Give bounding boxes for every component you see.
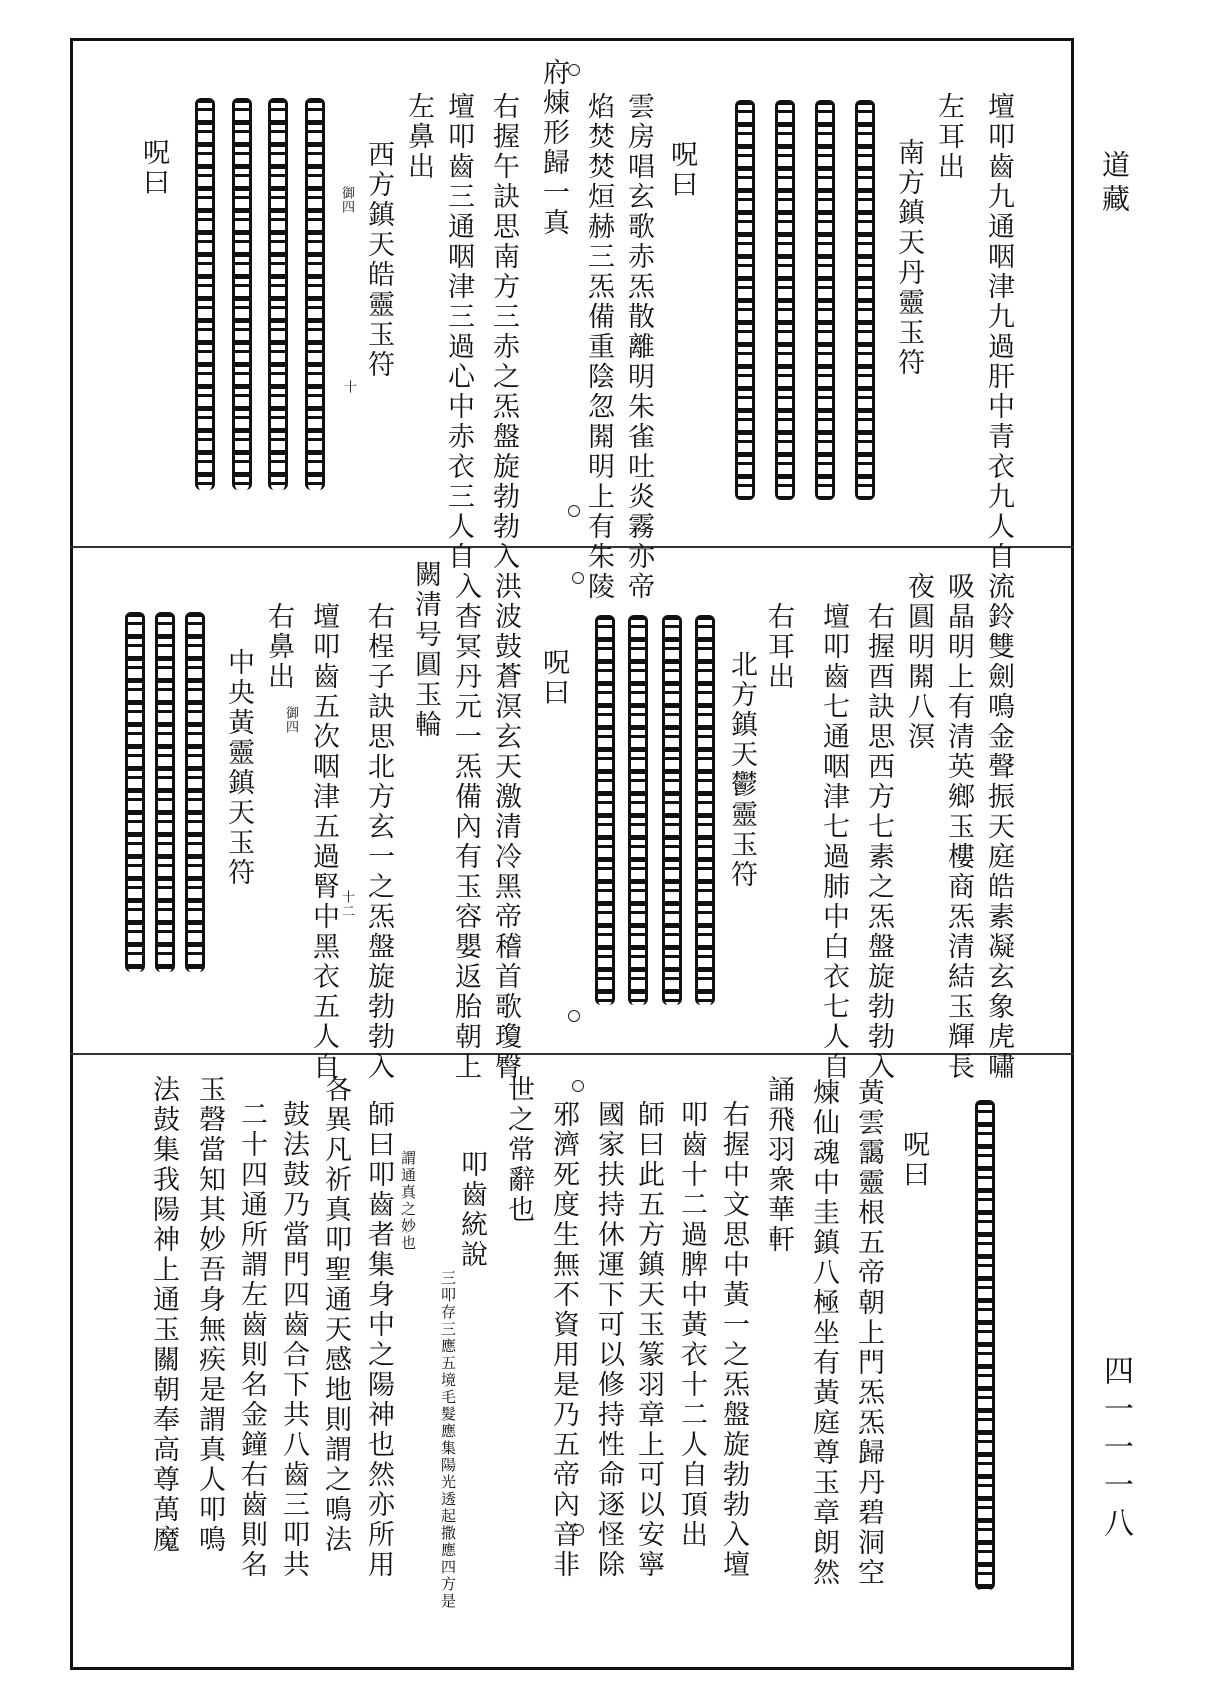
band-divider-2 xyxy=(70,1053,1074,1055)
circle-mark xyxy=(572,572,584,584)
text-column: 左耳出 xyxy=(933,92,964,182)
band-divider-1 xyxy=(70,546,1074,548)
text-column: 壇叩齒九通咽津九過肝中青衣九人自 xyxy=(983,92,1014,572)
text-column: 壇叩齒五次咽津五過腎中黑衣五人自 xyxy=(308,602,339,1082)
text-column: 雲房唱玄歌赤炁散離明朱雀吐炎霧亦帝 xyxy=(623,92,654,602)
small-note: 御四 xyxy=(283,706,298,734)
circle-mark xyxy=(568,64,580,76)
text-column: 壇叩齒七通咽津七過肺中白衣七人自 xyxy=(818,602,849,1082)
text-column: 壇叩齒三通咽津三過心中赤衣三人自 xyxy=(443,92,474,572)
circle-mark xyxy=(568,1010,580,1022)
text-column: 流鈴雙劍鳴金聲振天庭皓素凝玄象虎嘯 xyxy=(983,572,1014,1082)
text-column: 鼓法鼓乃當門四齒合下共八齒三叩共 xyxy=(278,1100,309,1580)
text-column: 左鼻出 xyxy=(403,92,434,182)
text-column: 右握酉訣思西方七素之炁盤旋勃勃入 xyxy=(863,602,894,1082)
text-column: 世之常辭也 xyxy=(503,1075,534,1225)
small-note: 三叩存三應五境毛髮應集陽光透起撒應四方是 xyxy=(439,1270,457,1610)
talisman-center xyxy=(125,612,205,972)
text-column: 叩齒統說 xyxy=(456,1150,487,1270)
incantation-heading: 呪曰 xyxy=(538,648,569,708)
text-column: 洪波鼓蒼溟玄天激清冷黑帝稽首歌瓊臀 xyxy=(490,572,521,1082)
text-column: 各異凡祈真叩聖通天感地則謂之鳴法 xyxy=(320,1075,351,1555)
circle-mark xyxy=(572,1080,584,1092)
text-column: 黃雲靄靈根五帝朝上門炁炁歸丹碧洞空 xyxy=(853,1078,884,1588)
text-column: 吸晶明上有清英鄉玉樓商炁清結玉輝長 xyxy=(943,572,974,1082)
talisman-title: 西方鎮天皓靈玉符 xyxy=(363,140,394,380)
text-column: 右桯子訣思北方玄一之炁盤旋勃勃入 xyxy=(363,602,394,1082)
talisman-title: 北方鎮天鬱靈玉符 xyxy=(726,650,757,890)
small-mark: 十二 xyxy=(339,890,354,918)
text-column: 闕清号圓玉輪 xyxy=(410,560,441,740)
small-note: 御四 xyxy=(339,186,354,214)
circle-mark xyxy=(568,505,580,517)
text-column: 右鼻出 xyxy=(263,602,294,692)
incantation-heading: 呪曰 xyxy=(666,140,697,200)
text-column: 二十四通所謂左齒則名金鐘右齒則名 xyxy=(236,1100,267,1580)
text-column: 入杳冥丹元一炁備內有玉容嬰返胎朝上 xyxy=(450,572,481,1082)
collection-title: 道藏 xyxy=(1098,150,1131,218)
text-column: 邪濟死度生無不資用是乃五帝內音非 xyxy=(548,1100,579,1580)
talisman-south xyxy=(735,100,875,500)
incantation-heading: 呪曰 xyxy=(138,138,169,198)
text-column: 玉磬當知其妙吾身無疾是謂真人叩鳴 xyxy=(194,1075,225,1555)
text-column: 國家扶持休運下可以修持性命逐怪除 xyxy=(593,1100,624,1580)
text-column: 誦飛羽衆華軒 xyxy=(763,1075,794,1255)
small-note: 謂通真之妙也 xyxy=(399,1150,417,1252)
text-column: 右耳出 xyxy=(763,602,794,692)
page-number: 四一一一八 xyxy=(1098,1355,1133,1545)
talisman-west xyxy=(195,98,325,490)
talisman-north xyxy=(595,615,715,1005)
text-column: 叩齒十二過脾中黃衣十二人自頂出 xyxy=(676,1100,707,1550)
talisman-title: 中央黃靈鎮天玉符 xyxy=(223,648,254,888)
text-column: 府煉形歸一真 xyxy=(538,58,569,238)
text-column: 師曰此五方鎮天玉篆羽章上可以安寧 xyxy=(633,1100,664,1580)
incantation-heading: 呪曰 xyxy=(898,1130,929,1190)
text-column: 夜圓明閞八溟 xyxy=(903,572,934,752)
small-mark: 十 xyxy=(341,380,356,394)
text-column: 法鼓集我陽神上通玉關朝奉高尊萬魔 xyxy=(148,1075,179,1555)
text-column: 右握午訣思南方三赤之炁盤旋勃勃入 xyxy=(488,92,519,572)
talisman-title: 南方鎮天丹靈玉符 xyxy=(893,138,924,378)
text-column: 右握中文思中黃一之炁盤旋勃勃入壇 xyxy=(718,1100,749,1580)
text-column: 師曰叩齒者集身中之陽神也然亦所用 xyxy=(363,1100,394,1580)
text-column: 煉仙魂中圭鎮八極坐有黃庭尊玉章朗然 xyxy=(808,1078,839,1588)
talisman-band3-strip xyxy=(955,1100,995,1590)
text-column: 焰焚焚烜赫三炁備重陰忽閞明上有朱陵 xyxy=(583,92,614,602)
